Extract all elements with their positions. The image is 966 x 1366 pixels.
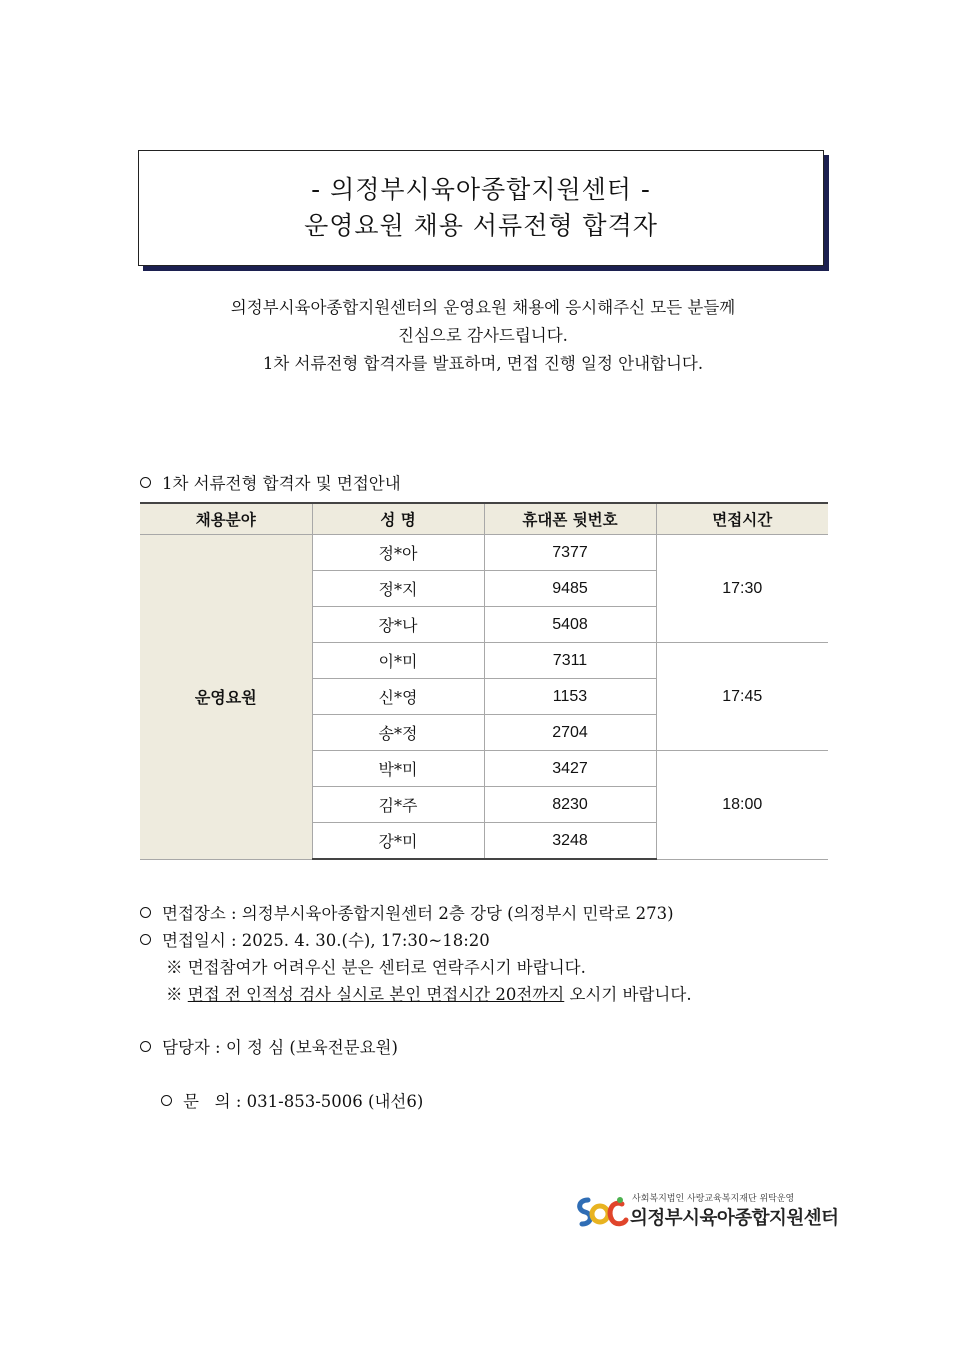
name-cell: 송*정 [312,715,484,751]
name-cell: 이*미 [312,643,484,679]
header-time: 면접시간 [656,503,828,535]
circle-bullet-icon [161,1095,172,1106]
intro-line-1: 의정부시육아종합지원센터의 운영요원 채용에 응시해주신 모든 분들께 [230,298,736,317]
contact-inquiry-text: 문 의 : 031-853-5006 (내선6) [182,1092,424,1111]
note-1: ※ 면접참여가 어려우신 분은 센터로 연락주시기 바랍니다. [166,958,586,977]
time-cell: 17:30 [656,535,828,643]
phone-cell: 7311 [484,643,656,679]
phone-cell: 8230 [484,787,656,823]
note-2-underlined: 면접 전 인적성 검사 실시로 본인 면접시간 20전까지 [187,985,565,1004]
time-cell: 18:00 [656,751,828,860]
title-box [138,150,824,266]
circle-bullet-icon [140,907,151,918]
contact-manager [140,1034,423,1061]
circle-bullet-icon [140,1041,151,1052]
result-table [140,502,828,860]
interview-place [140,900,692,927]
contact-manager-text: 담당자 : 이 정 심 (보육전문요원) [162,1038,398,1057]
intro-line-2: 진심으로 감사드립니다. [398,326,568,345]
note-2 [140,981,692,1008]
phone-cell: 5408 [484,607,656,643]
field-cell: 운영요원 [140,535,312,860]
section-heading-text: 1차 서류전형 합격자 및 면접안내 [162,474,401,493]
name-cell: 정*아 [312,535,484,571]
name-cell: 박*미 [312,751,484,787]
interview-date-text: 면접일시 : 2025. 4. 30.(수), 17:30~18:20 [162,931,490,950]
phone-cell: 9485 [484,571,656,607]
circle-bullet-icon [140,477,151,488]
header-name: 성 명 [312,503,484,535]
circle-bullet-icon [140,934,151,945]
name-cell: 정*지 [312,571,484,607]
time-cell: 17:45 [656,643,828,751]
header-field: 채용분야 [140,503,312,535]
phone-cell: 7377 [484,535,656,571]
phone-cell: 1153 [484,679,656,715]
table-header-row [140,503,828,535]
center-logo [574,1191,839,1231]
note-2-suffix: 오시기 바랍니다. [564,985,692,1004]
logo-name: 의정부시육아종합지원센터 [630,1208,839,1229]
phone-cell: 3248 [484,823,656,860]
phone-cell: 3427 [484,751,656,787]
header-phone: 휴대폰 뒷번호 [484,503,656,535]
logo-mark-icon [574,1194,630,1230]
section-heading [140,470,401,494]
table-row [140,535,828,571]
contact-info [140,1034,423,1142]
intro-text [120,294,846,378]
name-cell: 신*영 [312,679,484,715]
title-line-2: 운영요원 채용 서류전형 합격자 [304,211,658,240]
interview-place-text: 면접장소 : 의정부시육아종합지원센터 2층 강당 (의정부시 민락로 273) [162,904,674,923]
title-line-1: - 의정부시육아종합지원센터 - [311,175,651,204]
interview-info [140,900,692,1008]
phone-cell: 2704 [484,715,656,751]
contact-inquiry [140,1061,423,1142]
interview-date [140,927,692,954]
name-cell: 강*미 [312,823,484,860]
intro-line-3: 1차 서류전형 합격자를 발표하며, 면접 진행 일정 안내합니다. [262,354,704,373]
note-2-prefix: ※ [166,985,188,1004]
name-cell: 김*주 [312,787,484,823]
logo-subtitle: 사회복지법인 사랑교육복지재단 위탁운영 [632,1194,795,1204]
name-cell: 장*나 [312,607,484,643]
